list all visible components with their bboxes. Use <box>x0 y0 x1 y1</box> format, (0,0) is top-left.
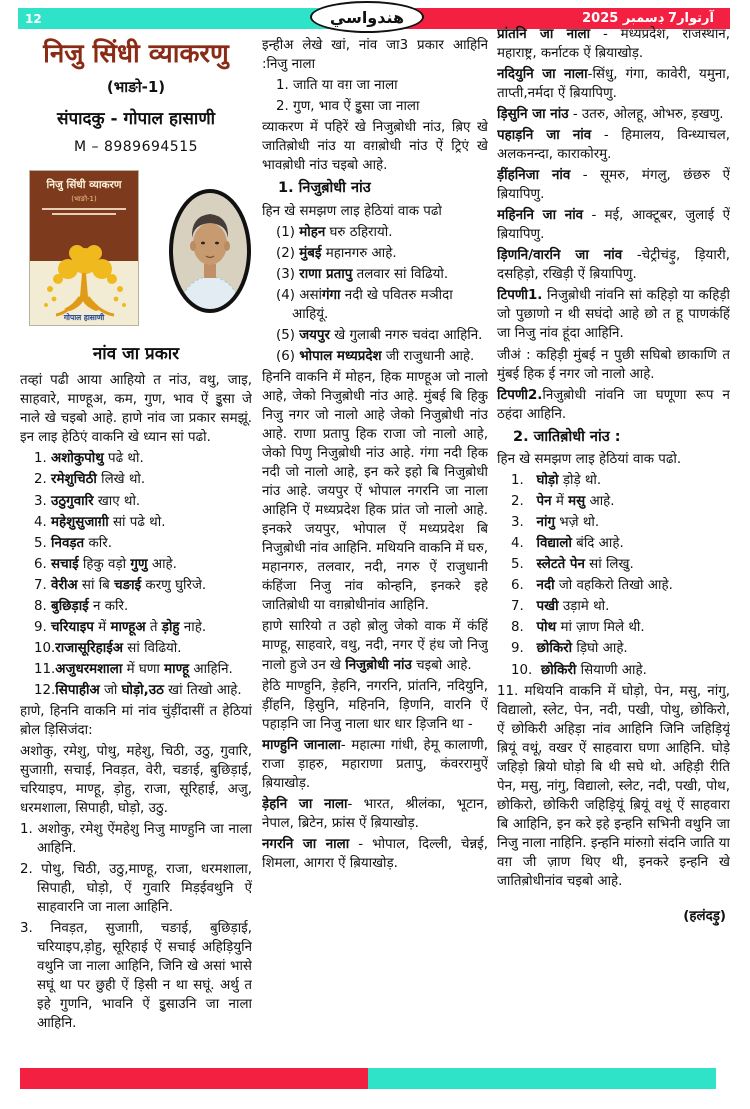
book-cover-author: गोपाल हासाणी <box>63 312 105 322</box>
paragraph: हिन खे समझण लाइ हेठियां वाक पढो <box>262 203 442 219</box>
list-item: 1. जाति या वग़ जा नाला <box>276 78 398 94</box>
numbered-item: 3. निवड़त, सुजाग़ी, चङाई, बुछिड़ाई, चरियाइप,ड़ोहु, सूरिहाई ऐं सचाई अहिड़ियुनि वथुनि जा नाला आहिनि, जिनि खे असां भासे सघूं था पर छुही ऐं ड़िसी न था सघूं. अर्थु त इहे गुणनि, भावनि ऐं इुसाउनि जा नाला आहिनि. <box>20 921 252 1032</box>
list-item: (4) असांगंगा नदी खे पवितरु मञीदा आहियूं. <box>276 287 453 322</box>
editor-mobile-number: M – 8989694515 <box>73 139 199 156</box>
paragraph: अशोकु, रमेशु, पोथु, महेशु, चिठी, उठु, गुवारि, सुजाग़ी, सचाई, निवड़त, वेरी, चङाई, बुछिड़ाई, चरियाइप, माण्हू, ड़ोहु, राजा, सूरिहाई, अजु, धरमशाला, सिपाही, घोड़ो, उठु. <box>20 743 252 816</box>
book-cover-bottom <box>30 261 138 326</box>
paragraph: ड़ेहनि जा नाला- भारत, श्रीलंका, भूटान, नेपाल, ब्रिटेन, फ्रांस ऐं ब़ियाखोड़. <box>262 796 488 831</box>
list-item: 7. वेरीअ सां बि चङाई करणु घुरिजे. <box>34 577 207 593</box>
numbered-item: 1. अशोकु, रमेशु ऐंमहेशु निजु माण्हुनि जा नाला आहिनि. <box>20 822 252 857</box>
list-item: 1. अशोकुपोथु पढे थो. <box>34 451 144 467</box>
book-tagline-placeholder <box>52 213 116 215</box>
column-2 <box>262 36 488 1064</box>
column-1 <box>20 34 252 1064</box>
masthead-title: هندواسي <box>329 7 405 27</box>
list-item: 2. पेन में मसु आहे. <box>511 494 615 510</box>
page-number: 12 <box>25 11 42 26</box>
sub-heading: 1. निजुब़ोधी नांउ <box>278 180 371 197</box>
section-heading: नांव जा प्रकार <box>92 344 180 365</box>
list-item: (2) मुंबई महानगरु आहे. <box>276 245 397 261</box>
paragraph: प्रांतनि जा नाला - मध्यप्रदेश, राजस्थान, महाराष्ट्र, कर्नाटक ऐं ब़ियाखोड़. <box>497 27 730 62</box>
list-item: 4. महेशुसुजाग़ी सां पढे थो. <box>34 514 166 530</box>
list-item: 9. चरियाइप में माण्हूअ ते ड़ोहु नाहे. <box>34 619 207 635</box>
column-1-text <box>20 371 252 1033</box>
list-item: (5) जयपुर खे गुलाबी नगरु चवंदा आहिनि. <box>276 327 483 343</box>
book-cover-title: निजु सिंधी व्याकरण <box>46 179 122 192</box>
paragraph: तव्हां पढी आया आहियो त नांउ, वथु, जाइ, साहवारे, माण्हूअ, कम, गुण, भाव ऐं इुसा जे नाले खे चइबो आहे. हाणे नांव जा प्रकार समझूं. इन लाइ हेठिएं वाकनि खे ध्यान सां पढो. <box>20 373 252 446</box>
paragraph: इन्हीअ लेखे खां, नांव जा3 प्रकार आहिनि :निजु नाला <box>262 38 488 73</box>
paragraph: ड़िसुनि जा नांउ - उतरु, ओलहू, ओभरु, ड़खणु. <box>497 107 724 123</box>
paragraph: ड़ींहनिजा नांव - सूमरु, मंगलु, छंछरु ऐं ब़ियापिणु. <box>497 168 730 203</box>
book-tagline-placeholder <box>42 208 126 210</box>
list-item: 12.सिपाहीअ जो घोड़ो,उठ खां तिखो आहे. <box>34 682 242 698</box>
numbered-item: 2. पोथु, चिठी, उठु,माण्हू, राजा, धरमशाला, सिपाही, घोड़ो, ऐं गुवारि मिड़ईवथुनि ऐं साहवारनि जा नाला आहिनि. <box>20 862 252 916</box>
list-item: 10. छोकिरी सियाणी आहे. <box>511 662 647 678</box>
column-2-text <box>262 36 488 873</box>
list-item: 2. गुण, भाव ऐं इुसा जा नाला <box>276 99 420 115</box>
list-item: (3) राणा प्रतापु तलवार सां विढियो. <box>276 266 449 282</box>
column-3-text <box>497 25 730 926</box>
footer-red-stripe <box>20 1068 368 1089</box>
list-item: 1. घोड़ो ड़ोड़े थो. <box>511 473 602 489</box>
column-3 <box>497 25 730 1065</box>
media-row <box>20 168 252 330</box>
article-part: (भाङो-1) <box>106 77 166 96</box>
list-item: 4. विद्यालो बंदि आहे. <box>511 536 624 552</box>
footer-cyan-stripe <box>368 1068 716 1089</box>
list-item: (6) भोपाल मध्यप्रदेश जी राजुधानी आहे. <box>276 349 475 365</box>
paragraph: हिननि वाकनि में मोहन, हिक माण्हूअ जो नालो आहे, जेको निजुब़ोधी नांउ आहे. मुंबई बि हिकु निजु नगर जो नालो आहे जेको निजुब़ोधी नांउ आहे. राणा प्रतापु हिक राजा जो नालो आहे, जेको पिणु निजुब़ोधी नांउ आहे. गंगा नदी हिक नदी जो नालो आहे, इन करे इहो बि निजुब़ोधी नांउ आहे. जयपुर ऐं भोपाल नगरनि जा नाला आहिनि ऐं मध्यप्रदेश हिक प्रांत जो नालो आहे. इनकरे जयपुर, भोपाल ऐं मध्यप्रदेश बि निजुब़ोधी नांव आहिनि. मथियनि वाकनि में घरु, महानगरु, तलवार, नदी, नगरु ऐं राजुधानी कंहिंजा निजु नांव कोन्हनि, इनकरे इहे जातिब़ोधी या वग़ब़ोधीनांव आहिनि. <box>262 370 488 614</box>
issue-date: آرتوار7 ڊسمبر 2025 <box>582 11 714 26</box>
list-item: 6. सचाई हिकु वड़ो गुणु आहे. <box>34 556 177 572</box>
paragraph: टिपणी2.निजुब़ोधी नांवनि जा घणूणा रूप न ठहंदा आहिनि. <box>497 387 730 422</box>
list-item: 8. बुछिड़ाई न करि. <box>34 598 129 614</box>
newspaper-masthead <box>310 1 424 33</box>
signature: (हलंदड़ु) <box>683 908 726 924</box>
list-item: 5. निवड़त करि. <box>34 535 112 551</box>
paragraph: 11. मथियनि वाकनि में घोड़ो, पेन, मसु, नांगु, विद्यालो, स्लेट, पेन, नदी, पखी, पोथु, छोकिरो, ऐं छोकिरी अहिड़ा नांव आहिनि जिनि जहिड़ियूं ब़ियूं वथूं, वखर ऐं साहवारा घणा आहिनि. घोड़े जहिड़ो ब़ियो घोड़ो बि थी सघे थो. अहिड़ी रीति पेन, मसु, नांगु, विद्यालो, स्लेट, नदी, पखी, पोथ, छोकिरो, छोकिरी जहिड़ियूं ब़ियूं वथूं ऐं साहवारा बि आहिनि, इन करे इहे इन्हनि सभिनी वथुनि जा निजु नाला नाहिनि. इन्हनि मांरुग़ो संदनि जाति या वग़ जी ज़ाण थिए थी, इनकरे इन्हनि खे जातिब़ोधीनांव चइबो आहे. <box>497 683 730 889</box>
list-item: 6. नदी जो वहकिरो तिखो आहे. <box>511 578 673 594</box>
page-footer <box>20 1068 716 1089</box>
book-cover-image <box>29 170 139 326</box>
paragraph: हाणे सारियो त उहो ब़ोलु जेको वाक में कंहिं माण्हू, साहवारे, वथु, नदी, नगर ऐं हंध जो निजु नालो हुजे उन खे निजुब़ोधी नांउ चइबो आहे. <box>262 619 488 673</box>
list-item: 9. छोकिरो ड़िघो आहे. <box>511 641 628 657</box>
list-item: 3. नांगु भज़े थो. <box>511 515 600 531</box>
paragraph: टिपणी1. निजुब़ोधी नांवनि सां कहिड़ो या कहिड़ी जो पुछाणो न थी सघंदो आहे छो त हू पाणकंहिं जा निजु नांव हूंदा आहिनि. <box>497 288 730 342</box>
list-item: 2. रमेशुचिठी लिखे थो. <box>34 472 146 488</box>
paragraph: महिननि जा नांव - मई, आक्टूबर, जुलाई ऐं ब़ियापिणु. <box>497 208 730 243</box>
paragraph: व्याकरण में पहिरें खे निजुब़ोधी नांउ, ब़िए खे जातिब़ोधी नांउ या वग़ब़ोधी नांउ ऐं ट्रिएं खे भावब़ोधी नांउ चइबो आहे. <box>262 120 488 174</box>
paragraph: पहाड़नि जा नांव - हिमालय, विन्ध्याचल, अलकनन्दा, काराकोरमु. <box>497 128 730 163</box>
paragraph: माण्हुनि जानाला- महात्मा गांधी, हेमू कालाणी, राजा ड़ाहरु, महाराणा प्रतापु, कंवररामुऐं ब़ियाखोड़. <box>262 737 488 791</box>
list-item: 3. उठुगुवारि खाए थो. <box>34 493 141 509</box>
paragraph: नगरनि जा नाला - भोपाल, दिल्ली, चेन्नई, शिमला, आगरा ऐं ब़ियाखोड़. <box>262 836 488 871</box>
article-title: निजु सिंधी व्याकरणु <box>43 39 229 69</box>
paragraph: जीअं : कहिड़ी मुंबई न पुछी सघिबो छाकाणि त मुंबई हिक ई नगर जो नालो आहे. <box>497 347 730 382</box>
tree-illustration <box>30 235 140 321</box>
paragraph: नदियुनि जा नाला-सिंधु, गंगा, कावेरी, यमुना, ताप्ती,नर्मदा ऐं ब़ियापिणु. <box>497 67 730 102</box>
list-item: 7. पखी उड़ामे थो. <box>511 599 610 615</box>
editor-portrait <box>168 188 252 314</box>
paragraph: हेठि माण्हुनि, ड़ेहनि, नगरनि, प्रांतनि, नदियुनि, ड़ींहनि, ड़िसुनि, महिननि, ड़िणनि, वारनि ऐं पहाड़नि जा निजु नाला धार धार ड़िजनि था - <box>262 678 488 732</box>
paragraph: ड़िणनि/वारनि जा नांव -चेट्रीचंड़ु, ड़ियारी, दसहिड़ो, रखिड़ी ऐं ब़ियापिणु. <box>497 248 730 283</box>
list-item: 11.अजुधरमशाला में घणा माण्हू आहिनि. <box>34 661 233 677</box>
book-cover-part: (भाङो-1) <box>71 195 97 204</box>
header-left-stripe <box>18 8 345 29</box>
paragraph: हाणे, हिननि वाकनि मां नांव चुंड़ींदासीं त हेठियां ब़ोल ड़िसिजंदा: <box>20 703 252 738</box>
list-item: 5. स्लेटते पेन सां लिखु. <box>511 557 634 573</box>
paragraph: हिन खे समझण लाइ हेठियां वाक पढो. <box>497 452 682 468</box>
list-item: 10.राजासूरिहाईअ सां विढियो. <box>34 640 182 656</box>
article-editor: संपादकु - गोपाल हासाणी <box>56 109 216 130</box>
sub-heading: 2. जातिब़ोधी नांउ : <box>513 428 621 445</box>
list-item: 8. पोथ मां ज़ाण मिले थी. <box>511 620 645 636</box>
list-item: (1) मोहन घरु ठहिरायो. <box>276 224 393 240</box>
